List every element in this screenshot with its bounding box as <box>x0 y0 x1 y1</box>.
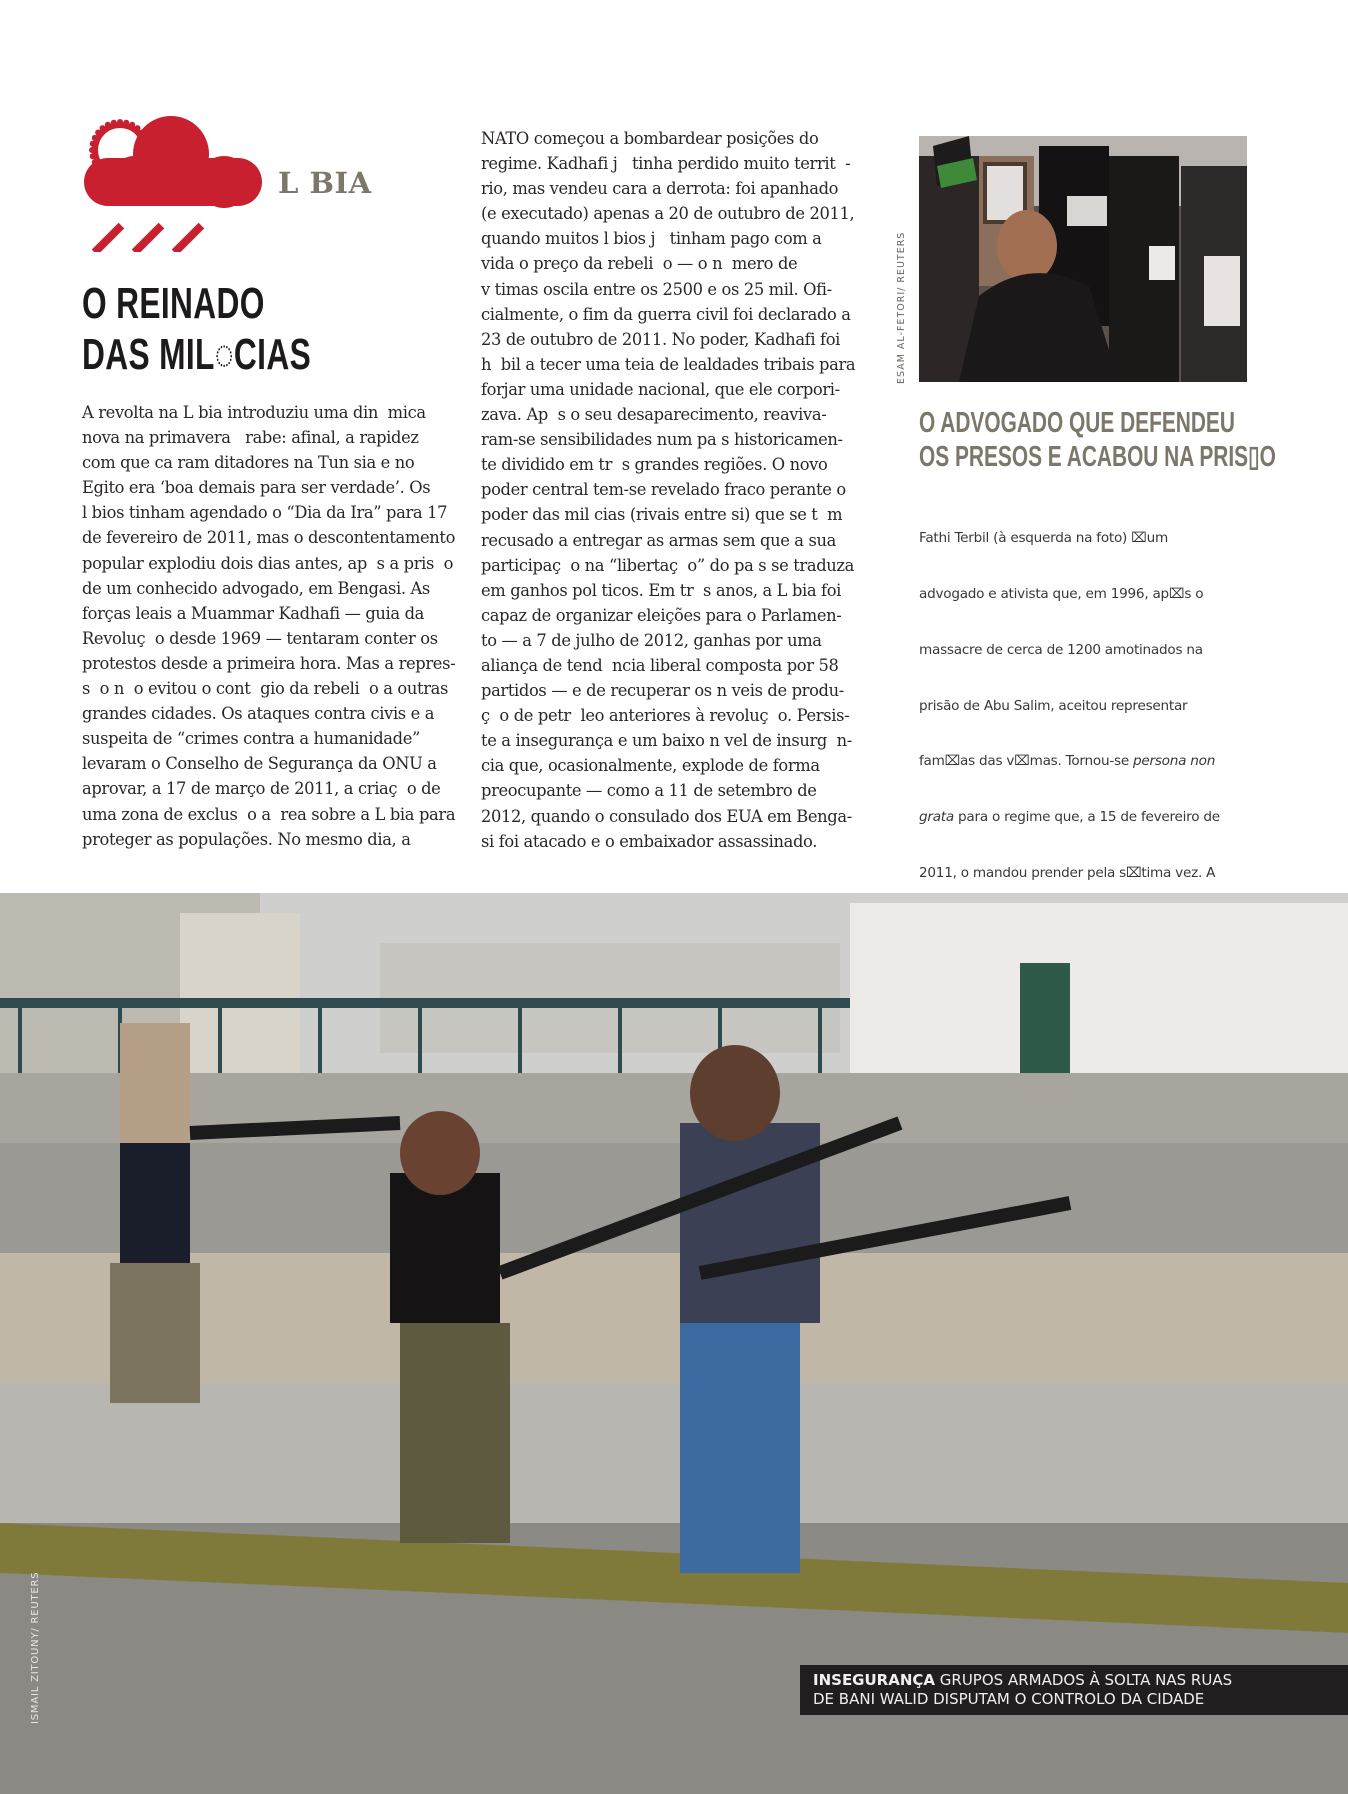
article-line: h bil a tecer uma teia de lealdades tribais para <box>481 354 856 374</box>
article-line: levaram o Conselho de Segurança da ONU a <box>82 754 437 774</box>
article-line: cialmente, o fim da guerra civil foi declarado a <box>481 304 851 324</box>
article-line: participaç o na “libertaç o” do pa s se traduza <box>481 555 855 575</box>
sidebar-line: Fathi Terbil (à esquerda na foto) ⌧um <box>919 530 1168 547</box>
article-line: ç o de petr leo anteriores à revoluç o. Persis- <box>481 706 850 726</box>
main-photo-caption <box>800 1665 1348 1715</box>
article-line: 23 de outubro de 2011. No poder, Kadhafi foi <box>481 329 841 349</box>
article-line: NATO começou a bombardear posições do <box>481 129 819 148</box>
sidebar-line <box>919 808 1229 827</box>
caption-line-2: DE BANI WALID DISPUTAM O CONTROLO DA CIDADE <box>813 1690 1205 1708</box>
sidebar-line: prisão de Abu Salim, aceitou representar <box>919 697 1188 714</box>
sidebar-photo <box>919 136 1247 382</box>
article-line: (e executado) apenas a 20 de outubro de 2011, <box>481 204 855 224</box>
protest-photo-illustration <box>919 136 1247 382</box>
sidebar-title-line-1: O ADVOGADO QUE DEFENDEU <box>919 407 1235 439</box>
article-line: nova na primavera rabe: afinal, a rapidez <box>82 428 419 448</box>
main-photo <box>0 893 1348 1794</box>
section-country-label: L BIA <box>278 166 372 200</box>
article-line: recusado a entregar as armas sem que a sua <box>481 530 836 550</box>
article-line: com que ca ram ditadores na Tun sia e no <box>82 453 415 473</box>
sidebar-line <box>919 752 1229 771</box>
article-line: em ganhos pol ticos. Em tr s anos, a L bia foi <box>481 580 842 600</box>
article-line: protestos desde a primeira hora. Mas a repres- <box>82 653 456 673</box>
caption-keyword: INSEGURANÇA <box>813 1671 936 1689</box>
article-line: poder central tem-se revelado fraco perante o <box>481 480 846 500</box>
sidebar-line: advogado e ativista que, em 1996, ap⌧s o <box>919 585 1204 602</box>
article-line: aprovar, a 17 de março de 2011, a criaç o de <box>82 779 441 799</box>
cloud-rain-sun-icon <box>76 112 266 252</box>
article-line: de um conhecido advogado, em Bengasi. As <box>82 578 430 598</box>
sidebar-title <box>919 406 1276 474</box>
article-line: de fevereiro de 2011, mas o descontentamento <box>82 528 456 548</box>
article-line: zava. Ap s o seu desaparecimento, reaviva- <box>481 405 827 425</box>
article-column-2 <box>481 126 855 854</box>
headline-line-2: DAS MIL◌CIAS <box>82 330 312 379</box>
sidebar-line: massacre de cerca de 1200 amotinados na <box>919 641 1203 658</box>
article-line: preocupante — como a 11 de setembro de <box>481 781 817 801</box>
street-fighters-photo-illustration <box>0 893 1348 1794</box>
article-line: v timas oscila entre os 2500 e os 25 mil. Ofi- <box>481 279 832 299</box>
article-line: te a insegurança e um baixo n vel de insurg n- <box>481 731 852 751</box>
article-line: A revolta na L bia introduziu uma din mica <box>82 403 426 422</box>
article-line: quando muitos l bios j tinham pago com a <box>481 229 822 249</box>
sidebar-italic-phrase: persona non <box>1133 753 1216 770</box>
article-line: capaz de organizar eleições para o Parlamen- <box>481 605 842 625</box>
caption-line-1-text: GRUPOS ARMADOS À SOLTA NAS RUAS <box>935 1671 1233 1689</box>
main-photo-credit: ISMAIL ZITOUNY/ REUTERS <box>30 1571 41 1724</box>
headline-line-1: O REINADO <box>82 279 265 328</box>
article-line: te dividido em tr s grandes regiões. O novo <box>481 455 828 475</box>
article-line: aliança de tend ncia liberal composta por 58 <box>481 655 839 675</box>
article-line: vida o preço da rebeli o — o n mero de <box>481 254 798 274</box>
sidebar-line-text: fam⌧as das v⌧mas. Tornou-se <box>919 753 1134 770</box>
sidebar-line-text: para o regime que, a 15 de fevereiro de <box>953 809 1220 826</box>
article-column-1 <box>82 400 455 852</box>
article-line: regime. Kadhafi j tinha perdido muito territ - <box>481 154 851 174</box>
article-line: cia que, ocasionalmente, explode de forma <box>481 756 820 776</box>
article-line: ram-se sensibilidades num pa s historicamen- <box>481 430 843 450</box>
sidebar-line: 2011, o mandou prender pela s⌧tima vez. A <box>919 864 1216 881</box>
article-line: popular explodiu dois dias antes, ap s a pris o <box>82 553 454 573</box>
article-line: forças leais a Muammar Kadhafi — guia da <box>82 603 425 623</box>
article-line: to — a 7 de julho de 2012, ganhas por uma <box>481 630 822 650</box>
sidebar-title-line-2: OS PRESOS E ACABOU NA PRIS▯O <box>919 441 1276 473</box>
caption-line-1 <box>813 1671 1348 1690</box>
sidebar-photo-credit: ESAM AL-FETORI/ REUTERS <box>896 231 907 384</box>
article-headline <box>82 278 311 380</box>
article-line: si foi atacado e o embaixador assassinado. <box>481 831 818 851</box>
article-line: partidos — e de recuperar os n veis de produ- <box>481 681 844 701</box>
sidebar-italic-word: grata <box>919 809 954 826</box>
article-line: Egito era ‘boa demais para ser verdade’. Os <box>82 478 431 498</box>
article-line: s o n o evitou o cont gio da rebeli o a outras <box>82 679 449 699</box>
article-line: rio, mas vendeu cara a derrota: foi apanhado <box>481 179 839 199</box>
article-line: grandes cidades. Os ataques contra civis e a <box>82 704 435 724</box>
article-line: uma zona de exclus o a rea sobre a L bia para <box>82 804 456 824</box>
article-line: Revoluç o desde 1969 — tentaram conter os <box>82 628 438 648</box>
article-line: 2012, quando o consulado dos EUA em Benga- <box>481 806 852 826</box>
article-line: poder das mil cias (rivais entre si) que se t m <box>481 505 843 525</box>
article-line: l bios tinham agendado o “Dia da Ira” para 17 <box>82 503 448 523</box>
article-line: suspeita de “crimes contra a humanidade” <box>82 729 420 749</box>
article-line: proteger as populações. No mesmo dia, a <box>82 829 411 849</box>
article-line: forjar uma unidade nacional, que ele corpori- <box>481 379 840 399</box>
